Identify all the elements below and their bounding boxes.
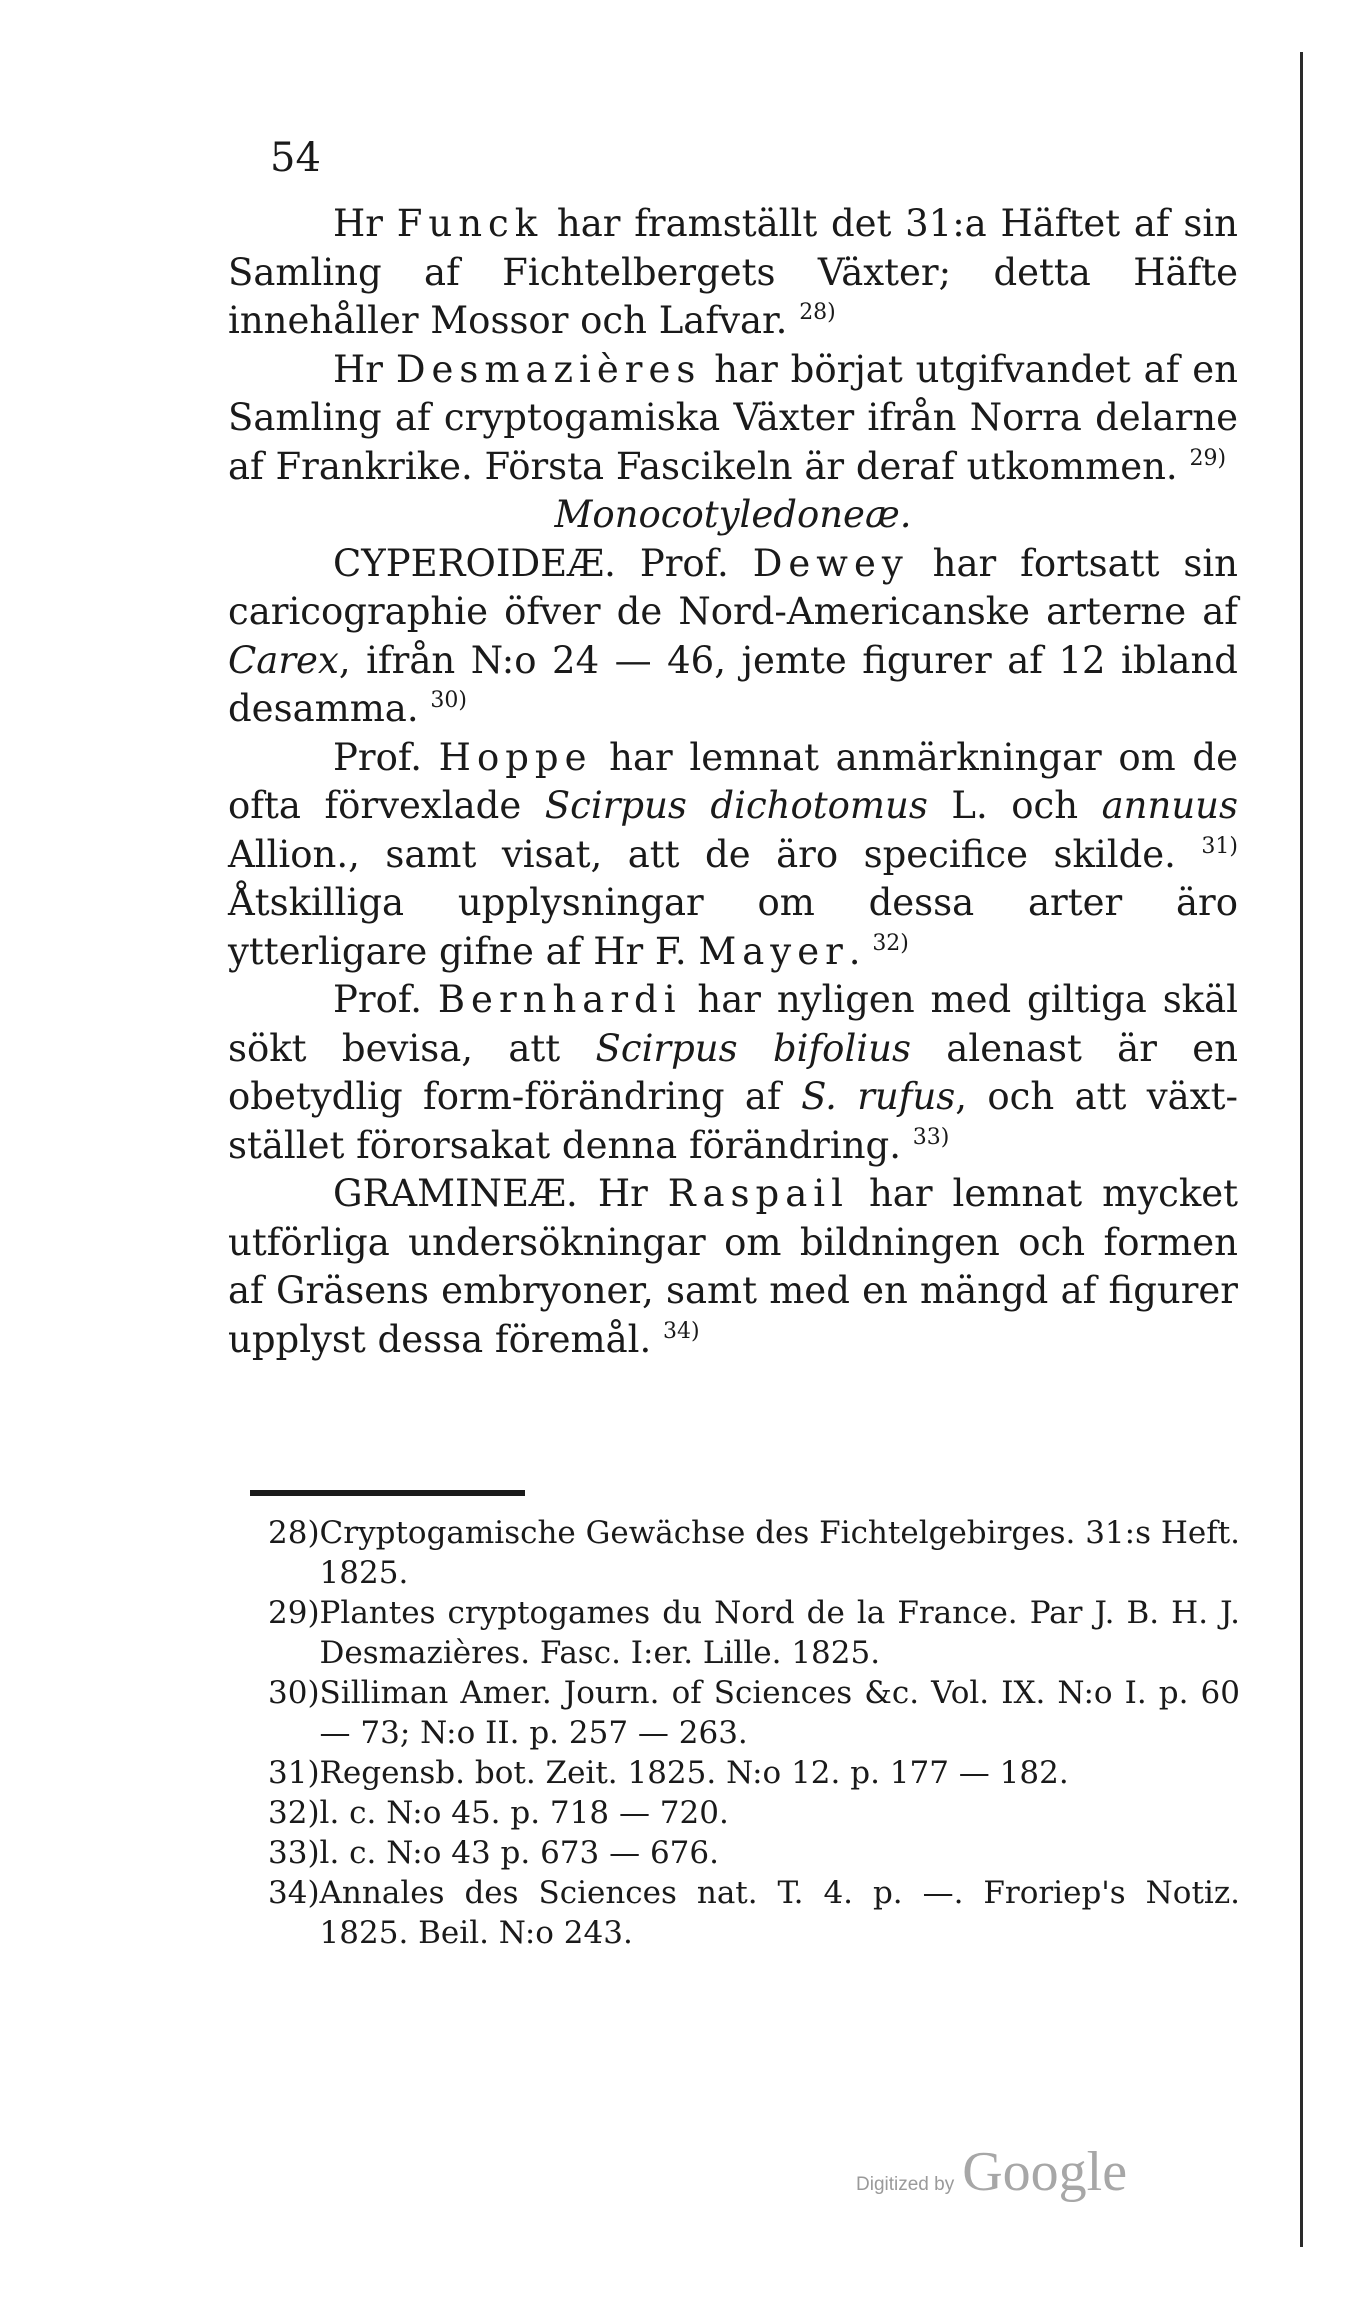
paragraph-gramineae: GRAMINEÆ. Hr Raspail har lemnat mycket utförliga undersökningar om bildningen och formen af Gräsens embryoner, samt med en mängd af figurer upplyst dessa föremål. $^{34)}$ [228,1172,1239,1361]
person-name: Raspail [667,1172,849,1215]
footnote: 32) l. c. N:o 45. p. 718 — 720. [268,1795,729,1831]
footnote-ref: 33) [912,1124,950,1150]
footnote-separator [250,1490,525,1496]
page-number: 54 [270,135,321,181]
footnote-ref: 29) [1189,445,1227,471]
footnote-ref: 28) [799,300,836,325]
paragraph-hoppe: Prof. Hoppe har lemnat anmärkningar om de ofta förvexlade Scirpus dichotomus L. och annuus Allion., samt visat, att de äro specifice skilde. $^{31)}$ Åtskilliga upplysningar om dessa arter äro ytterligare gifne af Hr F. Mayer. $^{32)}$ [228,735,1238,973]
footnote: 34) Annales des Sciences nat. T. 4. p. —. Froriep's Notiz. 1825. Beil. N:o 243. [268,1875,1240,1951]
footnote-ref: 31) [1201,833,1238,859]
person-name: Bernhardi [437,978,682,1021]
person-name: Desmazières [395,347,702,391]
person-name: Dewey [752,541,909,585]
page-edge-line [1300,52,1303,2247]
footnote: 28) Cryptogamische Gewächse des Fichtelgebirges. 31:s Heft. 1825. [268,1515,1241,1591]
footnote: 33) l. c. N:o 43 p. 673 — 676. [268,1835,719,1871]
paragraph-desmazieres: Hr Desmazières har börjat utgifvandet af en Samling af cryptogamiska Växter ifrån Norra delarne af Frankrike. Första Fascikeln är deraf utkommen. $^{29)}$ [228,347,1239,488]
google-logo: Google [962,2141,1128,2203]
footnote: 31) Regensb. bot. Zeit. 1825. N:o 12. p. 177 — 182. [268,1755,1069,1791]
footnote: 29) Plantes cryptogames du Nord de la France. Par J. B. H. J. Desmazières. Fasc. I:er. Lille. 1825. [268,1595,1240,1671]
person-name: Funck [396,202,544,245]
paragraph-cyperoideae: CYPEROIDEÆ. Prof. Dewey har fortsatt sin caricographie öfver de Nord-Americanske arterne af Carex, ifrån N:o 24 — 46, jemte figurer af 12 ibland desamma. $^{30)}$ [228,541,1238,730]
footnote: 30) Silliman Amer. Journ. of Sciences &c. Vol. IX. N:o I. p. 60 — 73; N:o II. p. 257 — 263. [268,1675,1240,1751]
paragraph-funck: Hr Funck har framställt det 31:a Häftet af sin Samling af Fichtelbergets Växter; detta Häfte innehåller Mossor och Lafvar. $^{28)}$ [228,202,1239,342]
digitized-watermark [856,2140,1127,2210]
person-name: Mayer [698,929,849,973]
watermark-small-text: Digitized by [856,2174,955,2195]
footnotes [268,1513,1240,1953]
footnote-ref: 32) [872,930,909,956]
footnote-ref: 30) [430,688,467,713]
footnote-ref: 34) [663,1318,700,1344]
section-heading: Monocotyledoneæ. [554,493,912,536]
person-name: Hoppe [438,735,593,779]
paragraph-bernhardi: Prof. Bernhardi har nyligen med giltiga skäl sökt bevisa, att Scirpus bifolius alenast är en obetydlig form-förändring af S. rufus, och att växt-stället förorsakat denna förändring. $^{33)}$ [228,978,1239,1167]
body-text [228,200,1238,1364]
